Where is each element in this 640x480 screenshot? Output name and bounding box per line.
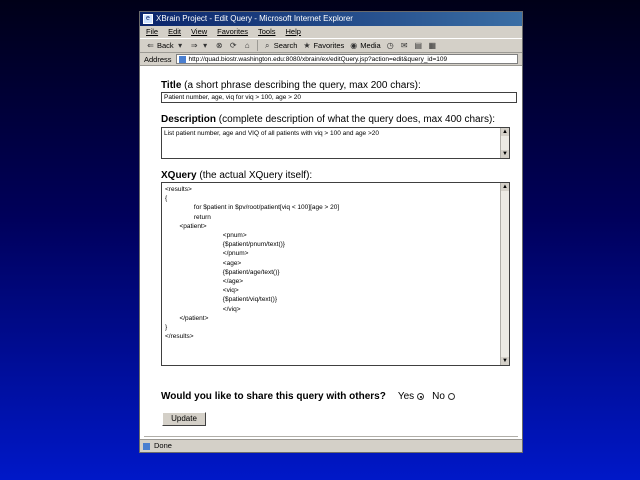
mail-icon[interactable]: ✉ bbox=[400, 41, 408, 50]
dropdown-icon: ▾ bbox=[178, 41, 183, 50]
search-icon: ⌕ bbox=[264, 41, 270, 50]
menu-help[interactable]: Help bbox=[285, 27, 301, 36]
search-label: Search bbox=[273, 41, 298, 50]
back-button[interactable] bbox=[146, 41, 185, 50]
toolbar-separator bbox=[257, 40, 258, 51]
favorites-button[interactable] bbox=[302, 41, 344, 50]
description-hint: (complete description of what the query does, max 400 chars): bbox=[218, 114, 496, 125]
share-yes-option[interactable] bbox=[398, 391, 424, 402]
address-url: http://quad.biostr.washington.edu:8080/xbrain/ex/editQuery.jsp?action=edit&query_id=109 bbox=[188, 56, 448, 63]
scroll-up-icon[interactable]: ▲ bbox=[502, 184, 508, 190]
description-value: List patient number, age and VIQ of all patients with viq > 100 and age >20 bbox=[164, 130, 380, 137]
description-label-strong: Description bbox=[161, 114, 217, 125]
footer-divider bbox=[144, 436, 518, 437]
stop-icon[interactable]: ⊗ bbox=[215, 41, 223, 50]
xquery-scrollbar[interactable] bbox=[500, 183, 509, 365]
scroll-down-icon[interactable]: ▼ bbox=[502, 151, 508, 157]
history-icon[interactable]: ◷ bbox=[386, 41, 394, 50]
xquery-field-label bbox=[161, 170, 312, 181]
share-question: Would you like to share this query with others? bbox=[161, 391, 386, 402]
scroll-down-icon[interactable]: ▼ bbox=[502, 358, 508, 364]
media-button[interactable] bbox=[349, 41, 380, 50]
status-bar bbox=[140, 439, 522, 452]
menu-file[interactable]: File bbox=[146, 27, 159, 36]
xquery-hint: (the actual XQuery itself): bbox=[199, 170, 313, 181]
share-yes-radio[interactable] bbox=[417, 393, 424, 400]
title-input[interactable] bbox=[161, 92, 517, 103]
window-title: XBrain Project - Edit Query - Microsoft Internet Explorer bbox=[156, 14, 353, 23]
print-icon[interactable]: ▤ bbox=[414, 41, 423, 50]
page-done-icon bbox=[143, 443, 150, 450]
menu-bar bbox=[140, 26, 522, 38]
share-row bbox=[161, 391, 455, 402]
address-bar bbox=[140, 53, 522, 66]
ie-icon: e bbox=[143, 14, 153, 24]
menu-view[interactable]: View bbox=[191, 27, 208, 36]
dropdown-icon: ▾ bbox=[203, 41, 208, 50]
media-icon: ◉ bbox=[350, 41, 358, 50]
back-arrow-icon: ⇐ bbox=[147, 41, 154, 50]
title-value: Patient number, age, viq for viq > 100, age > 20 bbox=[164, 94, 301, 101]
edit-icon[interactable]: ▦ bbox=[428, 41, 437, 50]
menu-favorites[interactable]: Favorites bbox=[217, 27, 248, 36]
address-input[interactable] bbox=[176, 54, 518, 64]
home-icon[interactable]: ⌂ bbox=[244, 41, 250, 50]
address-label: Address bbox=[144, 54, 172, 64]
description-field-label bbox=[161, 114, 495, 125]
toolbar bbox=[140, 38, 522, 53]
title-hint: (a short phrase describing the query, max 200 chars): bbox=[184, 80, 421, 91]
share-no-radio[interactable] bbox=[448, 393, 455, 400]
xquery-label-strong: XQuery bbox=[161, 170, 197, 181]
search-button[interactable] bbox=[263, 41, 298, 50]
share-yes-label: Yes bbox=[397, 391, 415, 402]
xquery-textarea[interactable] bbox=[161, 182, 510, 366]
xquery-value: <results> { for $patient in $pv/root/patient[viq < 100][age > 20] return <patient> <pnum> {$patient/pnum/text()} </pnum> <age> {$patient/age/text()} </age> <viq> {$patient/viq/text()} </viq> </patient> } </results> bbox=[165, 186, 340, 341]
forward-arrow-icon: ⇒ bbox=[190, 41, 198, 50]
title-field-label bbox=[161, 80, 421, 91]
description-textarea[interactable] bbox=[161, 127, 510, 159]
title-bar bbox=[140, 12, 522, 26]
menu-tools[interactable]: Tools bbox=[258, 27, 276, 36]
menu-edit[interactable]: Edit bbox=[168, 27, 182, 36]
back-label: Back bbox=[157, 41, 174, 50]
scroll-up-icon[interactable]: ▲ bbox=[502, 129, 508, 135]
share-no-option[interactable] bbox=[432, 391, 455, 402]
status-text: Done bbox=[154, 441, 172, 450]
page-content bbox=[140, 68, 522, 438]
description-scrollbar[interactable] bbox=[500, 128, 509, 158]
favorites-label: Favorites bbox=[313, 41, 345, 50]
page-icon bbox=[179, 56, 186, 63]
forward-button[interactable] bbox=[190, 41, 210, 50]
media-label: Media bbox=[360, 41, 381, 50]
update-button[interactable]: Update bbox=[162, 412, 206, 426]
browser-window bbox=[139, 11, 523, 453]
refresh-icon[interactable]: ⟳ bbox=[229, 41, 237, 50]
share-no-label: No bbox=[432, 391, 445, 402]
favorites-icon: ★ bbox=[303, 41, 311, 50]
title-label-strong: Title bbox=[161, 80, 182, 91]
